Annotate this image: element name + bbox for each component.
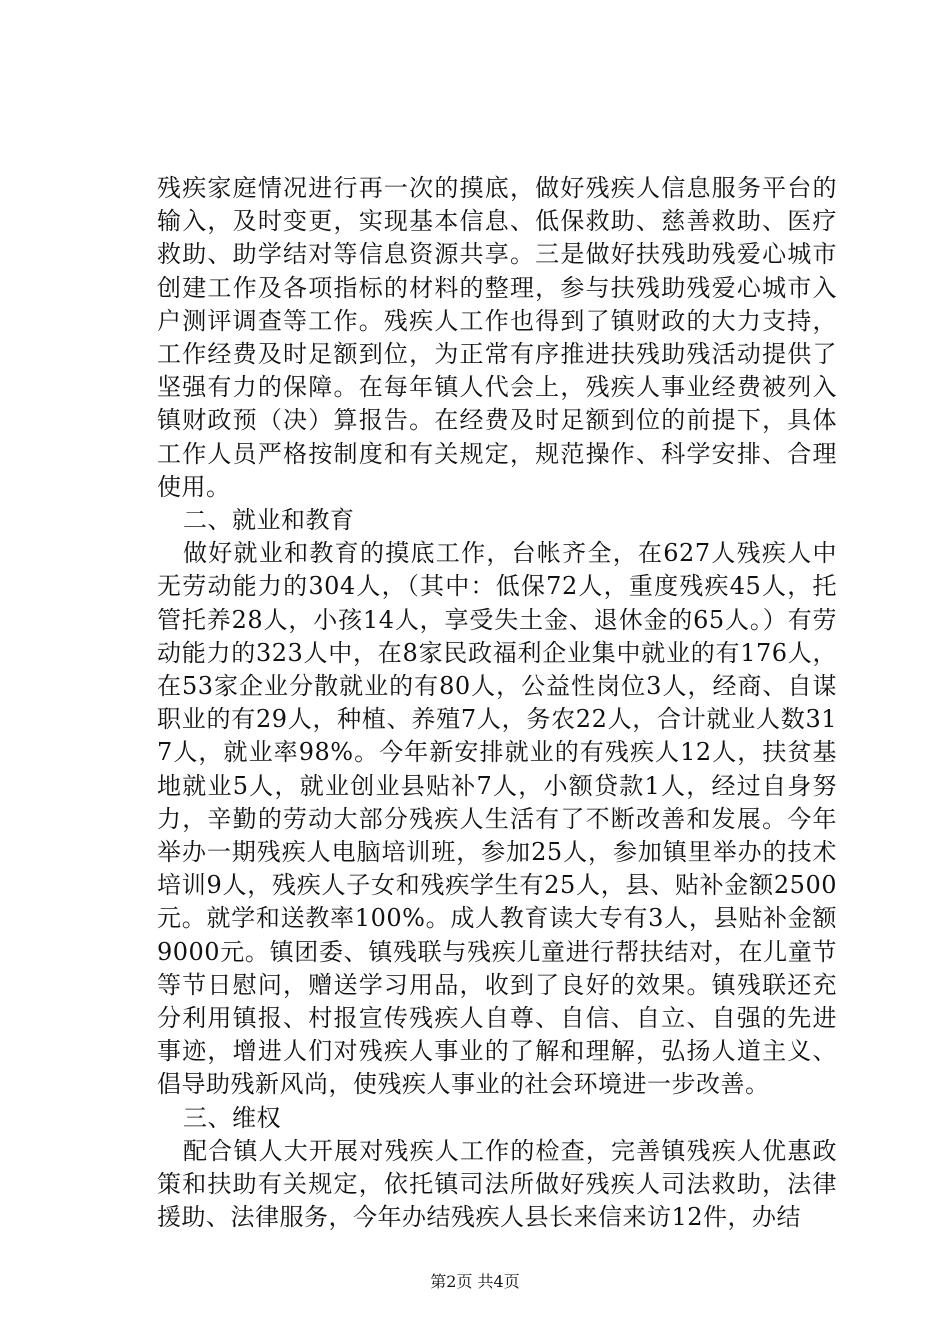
- section-heading-rights-protection: 三、维权: [183, 1103, 281, 1132]
- document-body: [157, 172, 837, 1235]
- paragraph-employment-education: 做好就业和教育的摸底工作，台帐齐全，在627人残疾人中无劳动能力的304人，（其中：低保72人，重度残疾45人，托管托养28人，小孩14人，享受失土金、退休金的65人。）有劳动能力的323人中，在8家民政福利企业集中就业的有176人，在53家企业分散就业的有80人，公益性岗位3人，经商、自谋职业的有29人，种植、养殖7人，务农22人，合计就业人数317人，就业率98%。今年新安排就业的有残疾人12人，扶贫基地就业5人，就业创业县贴补7人，小额贷款1人，经过自身努力，辛勤的劳动大部分残疾人生活有了不断改善和发展。今年举办一期残疾人电脑培训班，参加25人，参加镇里举办的技术培训9人，残疾人子女和残疾学生有25人，县、贴补金额2500元。就学和送教率100%。成人教育读大专有3人，县贴补金额9000元。镇团委、镇残联与残疾儿童进行帮扶结对，在儿童节等节日慰问，赠送学习用品，收到了良好的效果。镇残联还充分利用镇报、村报宣传残疾人自尊、自信、自立、自强的先进事迹，增进人们对残疾人事业的了解和理解，弘扬人道主义、倡导助残新风尚，使残疾人事业的社会环境进一步改善。: [157, 539, 837, 1099]
- paragraph-continuation: 残疾家庭情况进行再一次的摸底，做好残疾人信息服务平台的输入，及时变更，实现基本信息、低保救助、慈善救助、医疗救助、助学结对等信息资源共享。三是做好扶残助残爱心城市创建工作及各项指标的材料的整理，参与扶残助残爱心城市入户测评调查等工作。残疾人工作也得到了镇财政的大力支持，工作经费及时足额到位，为正常有序推进扶残助残活动提供了坚强有力的保障。在每年镇人代会上，残疾人事业经费被列入镇财政预（决）算报告。在经费及时足额到位的前提下，具体工作人员严格按制度和有关规定，规范操作、科学安排、合理使用。: [157, 174, 837, 501]
- page-footer: 第2页 共4页: [430, 1272, 520, 1291]
- paragraph-rights-protection: 配合镇人大开展对残疾人工作的检查，完善镇残疾人优惠政策和扶助有关规定，依托镇司法所做好残疾人司法救助，法律援助、法律服务，今年办结残疾人县长来信来访12件，办结: [157, 1136, 837, 1232]
- section-heading-employment-education: 二、就业和教育: [183, 506, 355, 535]
